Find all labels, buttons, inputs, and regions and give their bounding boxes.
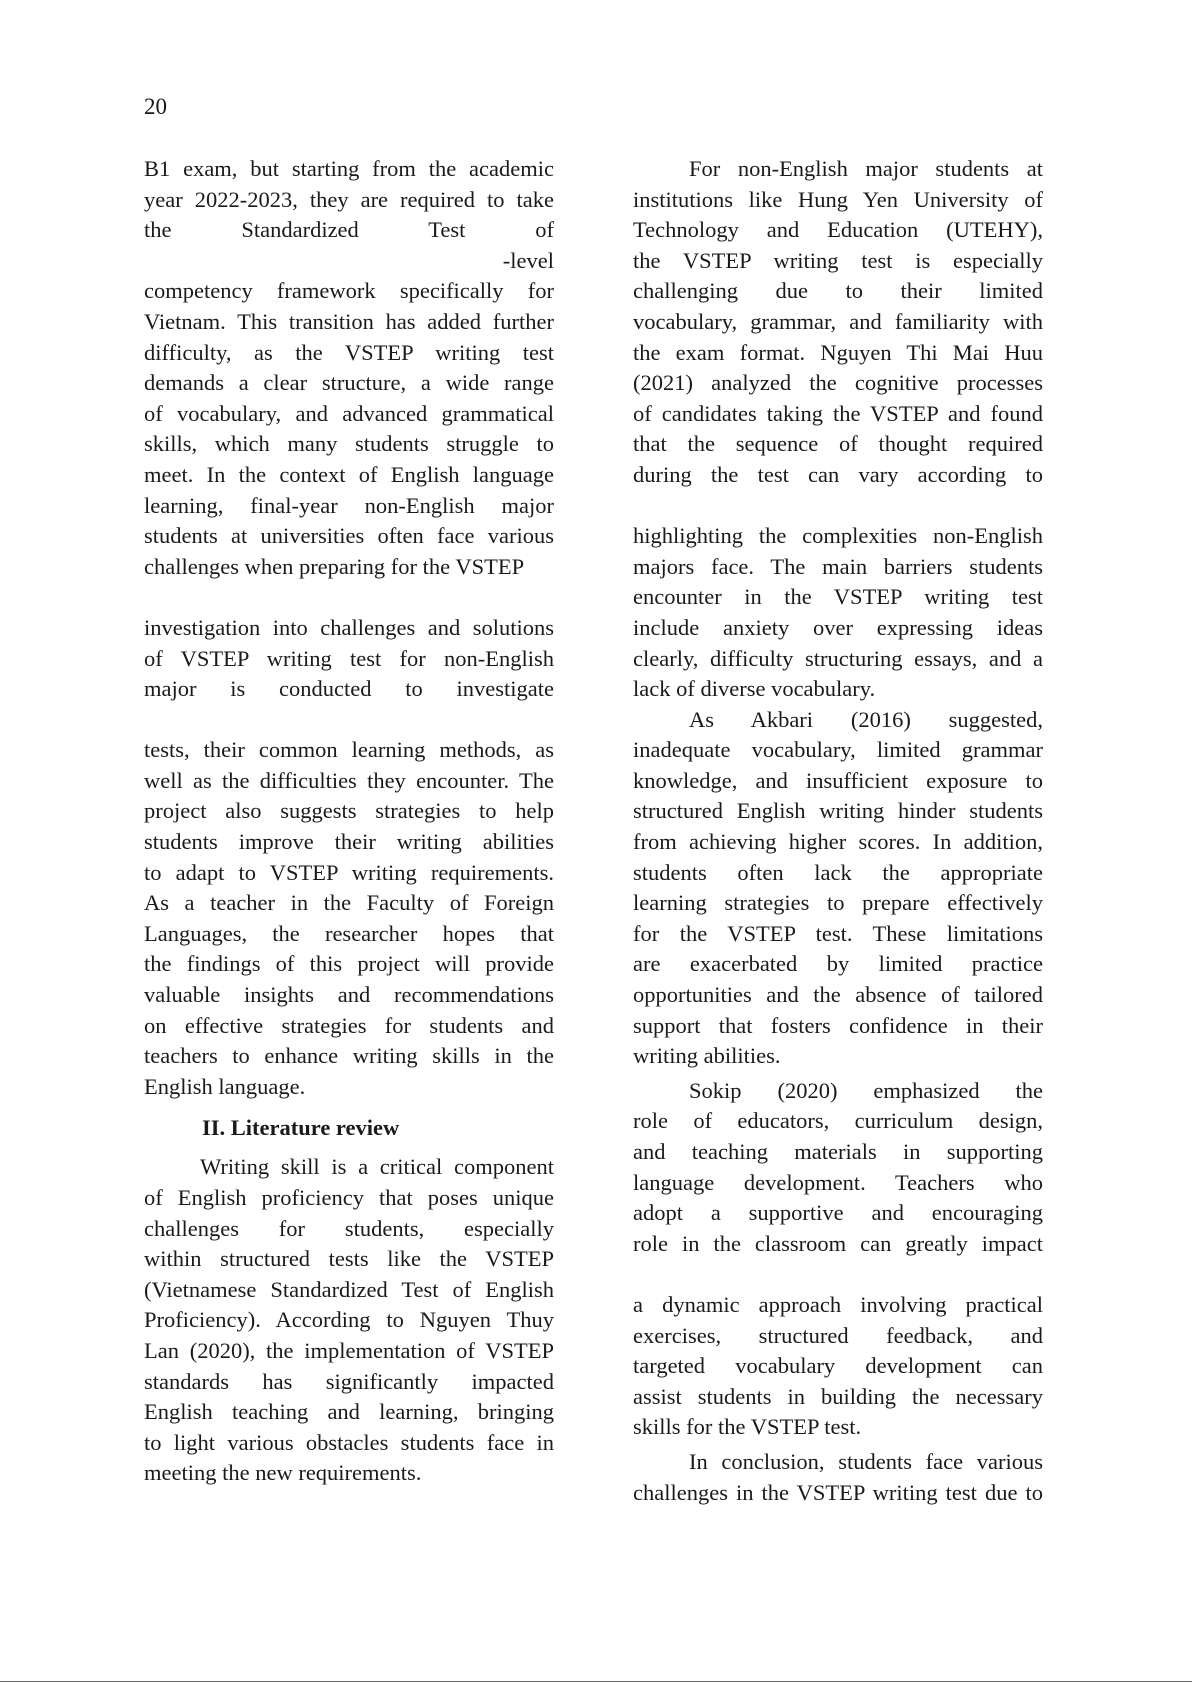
text-line: major is conducted to investigate [144,676,554,702]
text-line: meeting the new requirements. [144,1460,422,1486]
text-line: for the VSTEP test. These limitations [633,920,1043,946]
text-line: year 2022-2023, they are required to take [144,186,554,212]
text-line: inadequate vocabulary, limited grammar [633,737,1043,763]
text-line: during the test can vary according to [633,461,1043,487]
text-line: from achieving higher scores. In addition, [633,829,1043,855]
text-line: the findings of this project will provide [144,951,554,977]
text-line: As a teacher in the Faculty of Foreign [144,890,554,916]
text-line: students often lack the appropriate [633,859,1043,885]
text-line [144,582,554,613]
text-line: Technology and Education (UTEHY), [633,217,1043,243]
text-line: highlighting the complexities non-English [633,523,1043,549]
text-line: Writing skill is a critical component [200,1154,554,1180]
text-line: structured English writing hinder students [633,798,1043,824]
text-line: within structured tests like the VSTEP [144,1246,554,1272]
text-line: role of educators, curriculum design, [633,1108,1043,1134]
text-line: of vocabulary, and advanced grammatical [144,400,554,426]
text-line: English language. [144,1073,306,1099]
right-column-lines [633,154,1043,1508]
text-line: encounter in the VSTEP writing test [633,584,1043,610]
text-line: of candidates taking the VSTEP and found [633,400,1043,426]
text-line: standards has significantly impacted [144,1368,554,1394]
text-line [633,491,1043,522]
text-line [633,1259,1043,1290]
text-line: Proficiency). According to Nguyen Thuy [144,1307,554,1333]
text-line: In conclusion, students face various [689,1448,1043,1474]
left-column-lines-after-heading [144,1152,554,1489]
text-line: lack of diverse vocabulary. [633,676,876,702]
text-line: language development. Teachers who [633,1169,1043,1195]
text-line: well as the difficulties they encounter. The [144,767,554,793]
text-line: Lan (2020), the implementation of VSTEP [144,1337,554,1363]
text-line: include anxiety over expressing ideas [633,614,1043,640]
text-line: and teaching materials in supporting [633,1139,1043,1164]
text-line: skills for the VSTEP test. [633,1414,862,1440]
text-line: assist students in building the necessary [633,1383,1043,1409]
text-line: opportunities and the absence of tailored [633,982,1043,1008]
text-line: learning, final-year non-English major [144,492,554,518]
text-line: -level [502,247,554,273]
right-column [633,154,1043,1508]
page-number: 20 [144,94,167,119]
text-line: exercises, structured feedback, and [633,1322,1043,1348]
text-line: teachers to enhance writing skills in the [144,1043,554,1069]
text-line: investigation into challenges and solutions [144,614,554,640]
text-line: skills, which many students struggle to [144,431,554,457]
text-line: challenges for students, especially [144,1215,554,1241]
text-line: on effective strategies for students and [144,1012,554,1038]
text-line: of English proficiency that poses unique [144,1185,554,1210]
text-line: the exam format. Nguyen Thi Mai Huu [633,339,1043,365]
text-line: adopt a supportive and encouraging [633,1200,1043,1226]
text-line: students at universities often face various [144,523,554,549]
text-line: English teaching and learning, bringing [144,1399,554,1425]
left-column [144,154,554,1489]
text-line [144,705,554,736]
text-line: meet. In the context of English language [144,461,554,487]
text-line: (Vietnamese Standardized Test of English [144,1276,554,1302]
text-line: the Standardized Test of [144,217,554,243]
text-line: that the sequence of thought required [633,431,1043,457]
text-line: clearly, difficulty structuring essays, and a [633,645,1043,671]
footer-rule [0,1681,1192,1682]
text-line: to light various obstacles students face in [144,1429,554,1455]
text-line: vocabulary, grammar, and familiarity with [633,308,1043,334]
text-line: competency framework specifically for [144,278,554,304]
text-line: role in the classroom can greatly impact [633,1230,1043,1256]
text-line: support that fosters confidence in their [633,1012,1043,1038]
text-line: tests, their common learning methods, as [144,737,554,763]
text-line: students improve their writing abilities [144,829,554,855]
text-line: the VSTEP writing test is especially [633,247,1043,273]
text-line: learning strategies to prepare effectively [633,890,1043,916]
text-line: of VSTEP writing test for non-English [144,645,554,671]
text-line: institutions like Hung Yen University of [633,186,1043,212]
text-line: targeted vocabulary development can [633,1353,1043,1379]
text-line: valuable insights and recommendations [144,982,554,1008]
text-line: challenging due to their limited [633,278,1043,304]
text-line: Vietnam. This transition has added further [144,308,554,334]
left-column-lines [144,154,554,1102]
text-line: a dynamic approach involving practical [633,1291,1043,1317]
text-line: challenges when preparing for the VSTEP [144,553,525,579]
section-heading: II. Literature review [202,1115,400,1141]
text-line: Sokip (2020) emphasized the [689,1077,1043,1103]
text-line: majors face. The main barriers students [633,553,1043,579]
text-line: Languages, the researcher hopes that [144,920,554,946]
text-line: difficulty, as the VSTEP writing test [144,339,554,365]
text-line: (2021) analyzed the cognitive processes [633,370,1043,396]
text-line: challenges in the VSTEP writing test due to [633,1479,1043,1505]
text-line: knowledge, and insufficient exposure to [633,767,1043,793]
text-line: B1 exam, but starting from the academic [144,156,554,181]
text-line: As Akbari (2016) suggested, [689,706,1043,732]
text-line: project also suggests strategies to help [144,798,554,824]
text-line: to adapt to VSTEP writing requirements. [144,859,554,885]
text-line: For non-English major students at [689,156,1043,181]
text-line: demands a clear structure, a wide range [144,370,554,396]
text-line: writing abilities. [633,1043,781,1069]
text-line: are exacerbated by limited practice [633,951,1043,977]
